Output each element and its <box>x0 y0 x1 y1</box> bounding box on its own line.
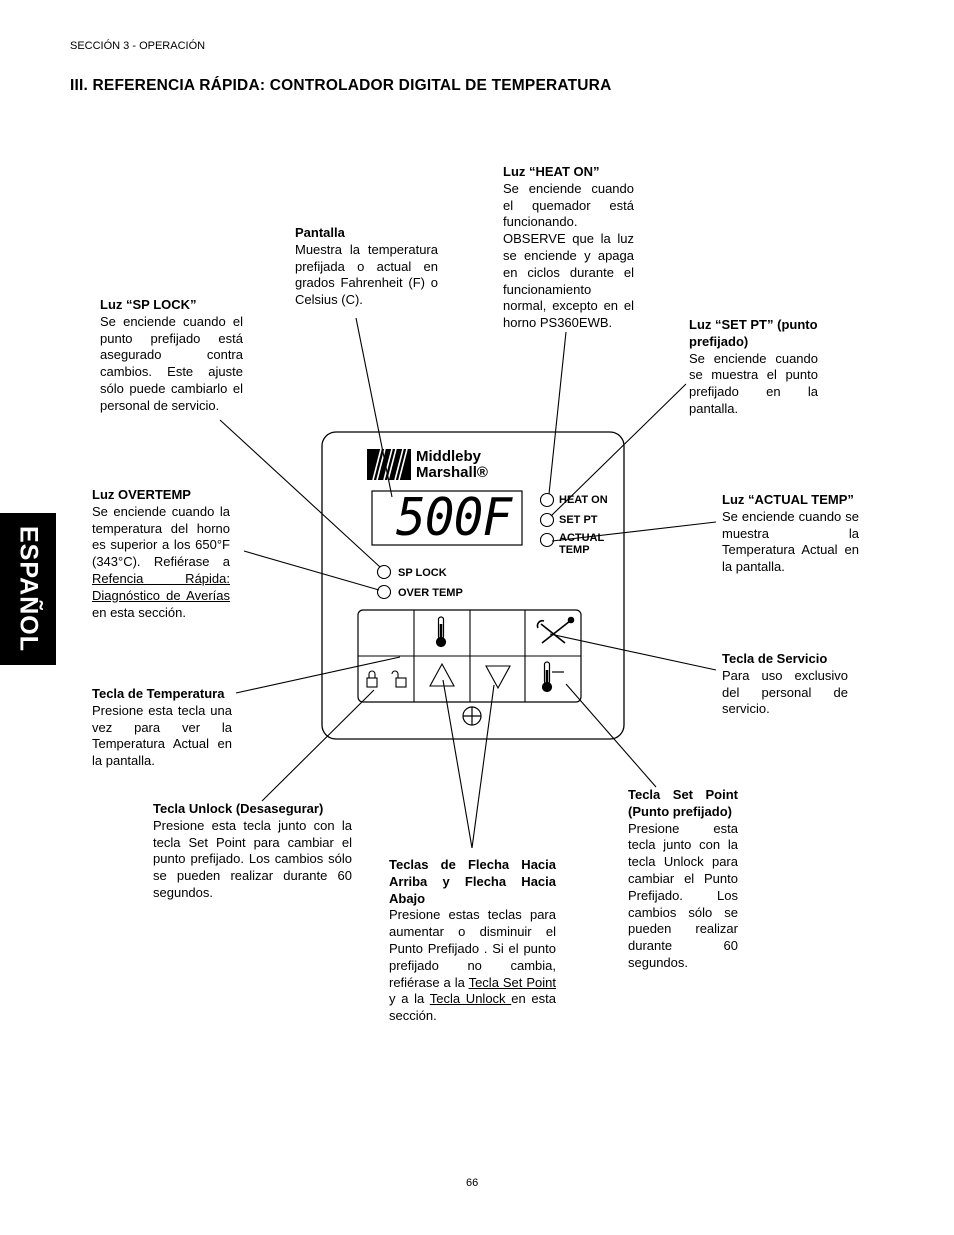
callout-servicio-heading: Tecla de Servicio <box>722 651 828 666</box>
leader-sp-lock <box>220 420 380 567</box>
callout-servicio <box>722 651 848 718</box>
service-tools-icon <box>537 618 573 644</box>
callout-flechas-body-3: en esta sección. <box>389 991 557 1024</box>
leader-set-point <box>566 684 656 787</box>
callout-unlock-body: Presione esta tecla junto con la tecla Set Point para cambiar el punto prefijado. Los cambios sólo se pueden realizar durante 60 segundos. <box>153 817 352 900</box>
callout-overtemp-body-2: en esta sección. <box>92 604 186 620</box>
callout-servicio-body: Para uso exclusivo del personal de servicio. <box>722 667 848 717</box>
callout-overtemp-heading: Luz OVERTEMP <box>92 487 191 502</box>
heat-on-label: HEAT ON <box>559 494 608 506</box>
callout-set-point-heading: Tecla Set Point (Punto prefijado) <box>628 787 738 819</box>
over-temp-light <box>378 586 391 599</box>
callout-heat-on <box>503 164 634 332</box>
leader-flecha-up <box>443 680 472 848</box>
set-point-thermometer-icon <box>543 662 565 692</box>
callout-flechas <box>389 857 556 1025</box>
callout-temperatura-body: Presione esta tecla una vez para ver la Temperatura Actual en la pantalla. <box>92 702 232 769</box>
tecla-unlock-link[interactable]: Tecla Unlock <box>429 991 512 1007</box>
callout-flechas-body-1: Presione estas teclas para aumentar o disminuir el Punto Prefijado . Si el punto prefijado no cambia, refiérase a la <box>389 907 556 990</box>
brand-line-1: Middleby <box>416 448 482 465</box>
callout-set-point <box>628 787 738 972</box>
page-number: 66 <box>466 1177 479 1189</box>
callout-set-pt-body: Se enciende cuando se muestra el punto prefijado en la pantalla. <box>689 350 818 416</box>
callout-temperatura-heading: Tecla de Temperatura <box>92 686 225 701</box>
heat-on-light <box>541 494 554 507</box>
callout-actual-temp <box>722 492 859 576</box>
unlock-icon <box>392 671 406 687</box>
callout-pantalla-heading: Pantalla <box>295 225 345 240</box>
leader-servicio <box>550 634 716 670</box>
callout-flechas-heading: Teclas de Flecha Hacia Arriba y Flecha Hacia Abajo <box>389 857 556 906</box>
over-temp-label: OVER TEMP <box>398 587 463 599</box>
lock-icon <box>367 671 377 687</box>
side-tab-label: ESPAÑOL <box>14 526 43 652</box>
callout-unlock <box>153 801 352 902</box>
callout-overtemp <box>92 487 230 621</box>
callout-heat-on-body: Se enciende cuando el quemador está funcionando. OBSERVE que la luz se enciende y apaga en ciclos durante el funcionamiento normal, excepto en el horno PS360EWB. <box>503 180 634 331</box>
callout-set-pt-heading: Luz “SET PT” (punto prefijado) <box>689 317 818 349</box>
thermometer-icon <box>437 617 446 647</box>
callout-actual-temp-heading: Luz “ACTUAL TEMP” <box>722 492 854 507</box>
callout-heat-on-heading: Luz “HEAT ON” <box>503 164 600 179</box>
arrow-down-icon <box>486 666 510 688</box>
sp-lock-label: SP LOCK <box>398 567 447 579</box>
diagnostico-link[interactable]: Refencia Rápida: Diagnóstico de Averías <box>92 570 230 603</box>
leader-heat-on <box>549 332 566 494</box>
leader-overtemp <box>244 551 379 590</box>
brand-line-2: Marshall® <box>416 464 488 481</box>
leader-flecha-down <box>472 685 494 848</box>
plus-circle-icon <box>463 707 481 725</box>
temperature-display: 500F <box>396 488 512 548</box>
callout-actual-temp-body: Se enciende cuando se muestra la Temperatura Actual en la pantalla. <box>722 508 859 575</box>
actual-temp-light <box>541 534 554 547</box>
callout-sp-lock <box>100 297 243 415</box>
set-pt-label: SET PT <box>559 514 598 526</box>
callout-set-pt <box>689 317 818 418</box>
callout-set-point-body: Presione esta tecla junto con la tecla Unlock para cambiar el Punto Prefijado. Los cambios sólo se pueden realizar durante 60 segundos. <box>628 820 738 970</box>
leader-unlock <box>262 690 374 801</box>
actual-temp-label-1: ACTUAL <box>559 532 605 544</box>
callout-temperatura <box>92 686 232 770</box>
callout-unlock-heading: Tecla Unlock (Desasegurar) <box>153 801 324 816</box>
arrow-up-icon <box>430 664 454 686</box>
section-header: SECCIÓN 3 - OPERACIÓN <box>70 40 206 52</box>
callout-flechas-body <box>389 907 556 1025</box>
actual-temp-label-2: TEMP <box>559 544 590 556</box>
callout-sp-lock-heading: Luz “SP LOCK” <box>100 297 197 312</box>
sp-lock-light <box>378 566 391 579</box>
brand-logo-icon <box>367 449 411 480</box>
callout-sp-lock-body: Se enciende cuando el punto prefijado está asegurado contra cambios. Este ajuste sólo puede cambiarlo el personal de servicio. <box>100 313 243 413</box>
page-title: III. REFERENCIA RÁPIDA: CONTROLADOR DIGITAL DE TEMPERATURA <box>70 77 612 94</box>
callout-overtemp-body-1: Se enciende cuando la temperatura del horno es superior a los 650°F (343°C). Refiérase a <box>92 503 230 570</box>
callout-pantalla <box>295 225 438 309</box>
callout-flechas-body-2: y a la <box>389 991 430 1007</box>
brand-name <box>416 449 488 481</box>
callout-overtemp-body <box>92 504 230 622</box>
callout-pantalla-body: Muestra la temperatura prefijada o actual en grados Fahrenheit (F) o Celsius (C). <box>295 241 438 308</box>
tecla-set-point-link[interactable]: Tecla Set Point <box>468 974 556 990</box>
